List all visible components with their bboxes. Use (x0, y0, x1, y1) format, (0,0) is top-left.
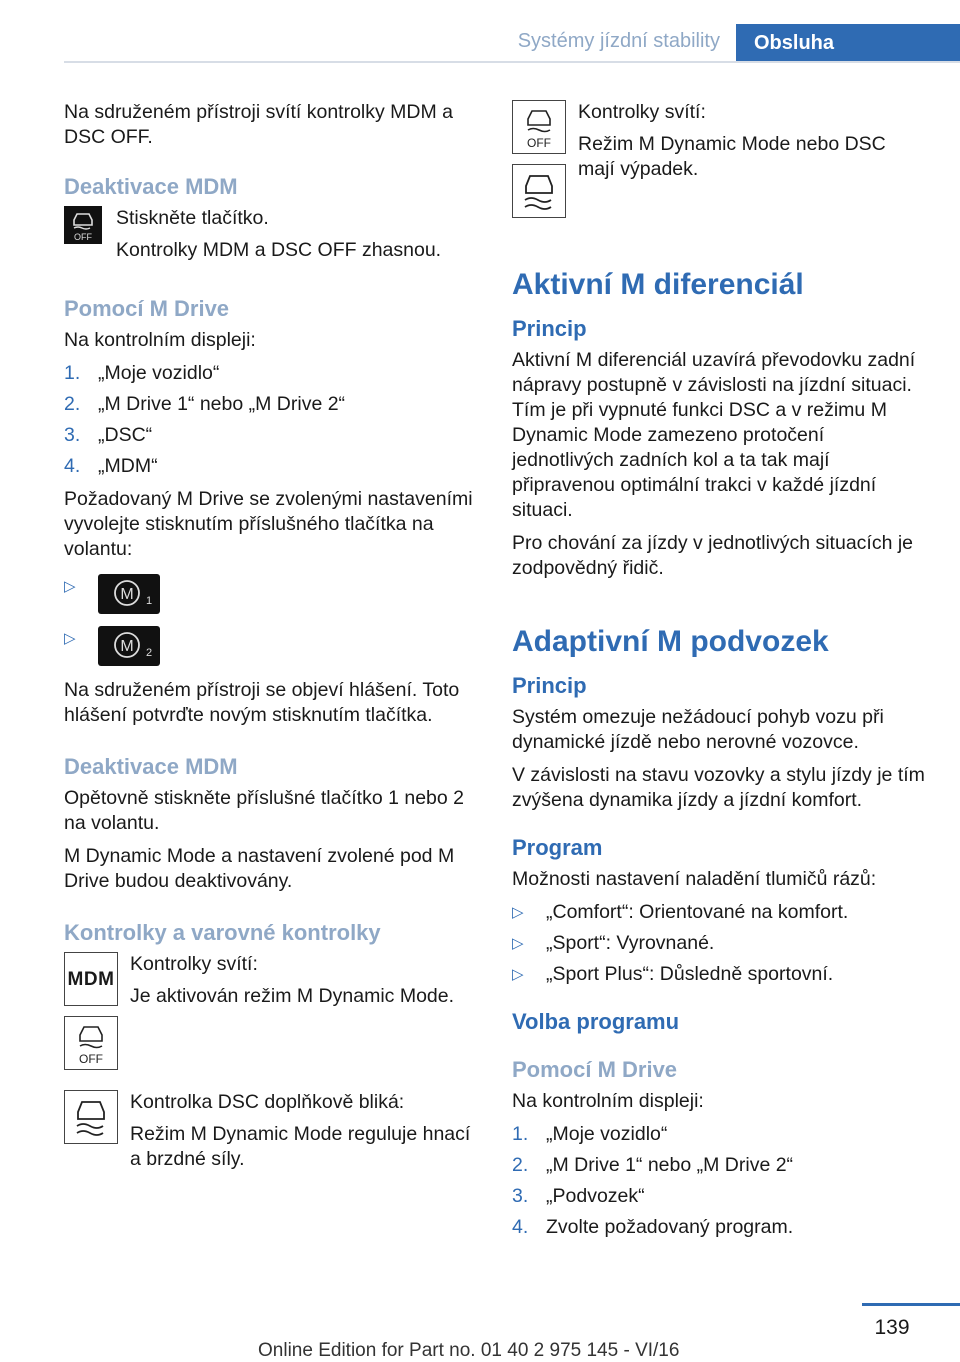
m2-row (64, 626, 480, 666)
dsc-off-button-icon (64, 206, 102, 244)
dsc-icon (64, 1090, 118, 1144)
footer-rule (862, 1303, 960, 1306)
dsc-light-row (64, 1090, 480, 1179)
failure-label: Kontrolky svítí: (578, 101, 706, 123)
m2-button-icon (98, 626, 160, 666)
deactivate-result: Kontrolky MDM a DSC OFF zhasnou. (116, 239, 442, 261)
list-item: 2. „M Drive 1“ nebo „M Drive 2“ (64, 393, 346, 415)
heading-warning-lights: Kontrolky a varovné kontrolky (64, 920, 381, 945)
heading-program-selection: Volba programu (512, 1009, 680, 1034)
dsc-off-icon (64, 1016, 118, 1070)
deactivate-row (64, 206, 480, 270)
lights-on-desc: Je aktivován režim M Dynamic Mode. (130, 985, 455, 1007)
header-tab: Obsluha (736, 24, 960, 62)
svg-text:M: M (120, 586, 134, 603)
list-item: 1. „Moje vozidlo“ (512, 1123, 668, 1145)
heading-adaptive-chassis: Adaptivní M podvozek (512, 625, 829, 658)
failure-desc: Režim M Dynamic Mode nebo DSC mají výpadek. (578, 133, 886, 180)
triangle-right-icon: ▷ (512, 935, 524, 952)
header-section-title: Systémy jízdní stability (517, 30, 720, 52)
list-item: 4. Zvolte požadovaný program. (512, 1216, 794, 1238)
m1-button-icon (98, 574, 160, 614)
left-column (64, 100, 480, 1183)
mdm-icon: MDM (64, 952, 118, 1006)
m-drive-after: Požadovaný M Drive se zvolenými nastaveními vyvolejte stisknutím příslušného tlačítka na volantu: (64, 488, 473, 560)
svg-text:2: 2 (146, 647, 153, 659)
list-item: ▷ „Sport Plus“: Důsledně sportovní. (512, 963, 834, 985)
heading-deactivate-mdm-2: Deaktivace MDM (64, 754, 238, 779)
header-rule (64, 61, 960, 63)
list-item: 3. „Podvozek“ (512, 1185, 645, 1207)
svg-text:OFF: OFF (527, 136, 551, 150)
deactivate2-p2: M Dynamic Mode a nastavení zvolené pod M Drive budou deaktivovány. (64, 845, 455, 892)
diff-p2: Pro chování za jízdy v jednotlivých situacích je zodpovědný řidič. (512, 532, 914, 579)
diff-p1: Aktivní M diferenciál uzavírá převodovku zadní nápravy postupně v závislosti na jízdní situaci. Tím je při vypnuté funkci DSC a v režimu M Dynamic Mode zamezeno protočení jednotlivých zadních kol a ta tak mají připravenou optimální trakci v každé jízdní situaci. (512, 349, 916, 521)
dsc-icon (512, 164, 566, 218)
chassis-steps (512, 1122, 928, 1240)
list-item: 4. „MDM“ (64, 455, 158, 477)
heading-princip-1: Princip (512, 316, 587, 341)
triangle-right-icon: ▷ (64, 630, 76, 647)
svg-text:M: M (120, 638, 134, 655)
triangle-right-icon: ▷ (64, 578, 76, 595)
heading-m-drive-2: Pomocí M Drive (512, 1057, 678, 1082)
page-number: 139 (874, 1316, 910, 1339)
list-item: ▷ „Comfort“: Orientované na komfort. (512, 901, 849, 923)
dsc-off-label: OFF (74, 232, 92, 242)
chassis-p2: V závislosti na stavu vozovky a stylu jízdy je tím zvýšena dynamika jízdy a jízdní komfort. (512, 764, 925, 811)
chassis-p1: Systém omezuje nežádoucí pohyb vozu při dynamické jízdě nebo nerovné vozovce. (512, 706, 884, 753)
failure-lights-row (512, 100, 928, 218)
program-options (512, 900, 928, 987)
dsc-off-icon (512, 100, 566, 154)
heading-deactivate-mdm: Deaktivace MDM (64, 174, 238, 199)
deactivate-step: Stiskněte tlačítko. (116, 207, 269, 229)
list-item: ▷ „Sport“: Vyrovnané. (512, 932, 715, 954)
heading-program: Program (512, 835, 603, 860)
m-drive-steps (64, 361, 480, 479)
heading-princip-2: Princip (512, 673, 587, 698)
m-drive-lead-2: Na kontrolním displeji: (512, 1090, 704, 1112)
deactivate2-p1: Opětovně stiskněte příslušné tlačítko 1 nebo 2 na volantu. (64, 787, 464, 834)
m-drive-lead: Na kontrolním displeji: (64, 329, 256, 351)
svg-text:OFF: OFF (79, 1052, 103, 1066)
triangle-right-icon: ▷ (512, 966, 524, 983)
program-lead: Možnosti nastavení naladění tlumičů rázů: (512, 868, 877, 890)
m-drive-after2: Na sdruženém přístroji se objeví hlášení. Toto hlášení potvrďte novým stisknutím tlačítka. (64, 679, 460, 726)
heading-m-drive: Pomocí M Drive (64, 296, 230, 321)
m1-row (64, 574, 480, 614)
list-item: 1. „Moje vozidlo“ (64, 362, 220, 384)
list-item: 3. „DSC“ (64, 424, 153, 446)
list-item: 2. „M Drive 1“ nebo „M Drive 2“ (512, 1154, 794, 1176)
svg-text:1: 1 (146, 595, 153, 607)
mdm-light-row (64, 952, 480, 1070)
right-column (512, 100, 928, 1248)
dsc-blink-desc: Režim M Dynamic Mode reguluje hnací a brzdné síly. (130, 1123, 471, 1170)
triangle-right-icon: ▷ (512, 904, 524, 921)
dsc-blink-label: Kontrolka DSC doplňkově bliká: (130, 1091, 405, 1113)
lights-on-label: Kontrolky svítí: (130, 953, 258, 975)
intro-paragraph: Na sdruženém přístroji svítí kontrolky MDM a DSC OFF. (64, 101, 454, 148)
footer-edition: Online Edition for Part no. 01 40 2 975 145 - VI/16 (258, 1340, 680, 1361)
heading-active-diff: Aktivní M diferenciál (512, 268, 804, 301)
